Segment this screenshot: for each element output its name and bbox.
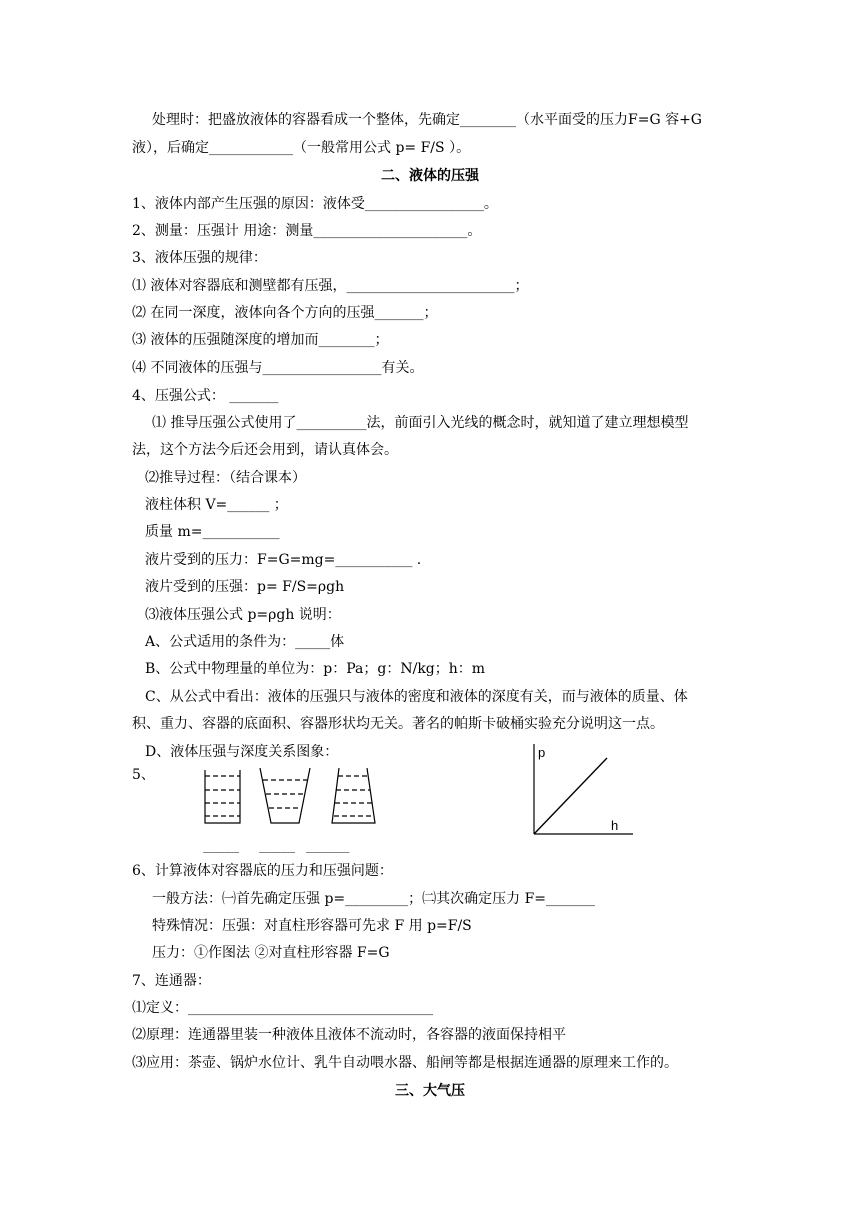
text-line: A、公式适用的条件为：_____体 xyxy=(145,634,345,650)
text-line: 液），后确定____________（一般常用公式 p= F/S ）。 xyxy=(132,140,471,156)
container-cylinder xyxy=(205,770,240,823)
pressure-depth-graph xyxy=(534,744,633,834)
answer-blank: ______ xyxy=(306,839,350,853)
text-line: 压力：①作图法 ②对直柱形容器 F=G xyxy=(152,945,390,961)
text-line: ⑶应用：茶壶、锅炉水位计、乳牛自动喂水器、船闸等都是根据连通器的原理来工作的。 xyxy=(132,1055,678,1071)
text-line: ⑶ 液体的压强随深度的增加而________； xyxy=(132,332,389,348)
text-line: ⑶液体压强公式 p=ρgh 说明： xyxy=(145,607,341,623)
text-line: 法，这个方法今后还会用到，请认真体会。 xyxy=(132,442,398,458)
text-line: 1、液体内部产生压强的原因：液体受_________________。 xyxy=(132,196,498,212)
answer-blank: _____ xyxy=(203,839,240,853)
text-line: 处理时：把盛放液体的容器看成一个整体，先确定________（水平面受的压力F=G 容+G xyxy=(152,112,702,128)
text-line: ⑵ 在同一深度，液体向各个方向的压强_______； xyxy=(132,305,438,321)
text-line: 2、测量：压强计 用途：测量______________________。 xyxy=(132,223,482,239)
section-heading: 三、大气压 xyxy=(395,1083,465,1099)
text-line: ⑵推导过程：（结合课本） xyxy=(145,470,306,486)
text-line: 液柱体积 V=______ ； xyxy=(145,497,288,513)
text-line: ⑷ 不同液体的压强与_________________有关。 xyxy=(132,360,424,376)
text-line: B、公式中物理量的单位为：p：Pa；g：N/kg；h：m xyxy=(145,661,486,677)
text-line: 液片受到的压力：F=G=mg=___________ . xyxy=(145,552,422,568)
text-line: 液片受到的压强：p= F/S=ρgh xyxy=(145,579,345,595)
text-line: ⑴定义：___________________________________ xyxy=(132,1000,433,1016)
text-line: D、液体压强与深度关系图象： xyxy=(145,744,339,760)
text-line: ⑴ 推导压强公式使用了__________法，前面引入光线的概念时，就知道了建立理想模型 xyxy=(152,415,689,431)
y-axis-label: p xyxy=(538,745,546,760)
text-line: 质量 m=___________ xyxy=(145,524,280,540)
text-line: 6、计算液体对容器底的压力和压强问题： xyxy=(132,863,393,879)
item-number: 5、 xyxy=(132,767,155,783)
section-heading: 二、液体的压强 xyxy=(381,168,479,184)
text-line: 4、压强公式： _______ xyxy=(132,388,279,404)
container-wide-top xyxy=(260,768,310,823)
text-line: ⑵原理：连通器里装一种液体且液体不流动时，各容器的液面保持相平 xyxy=(132,1027,566,1043)
text-line: 特殊情况：压强：对直柱形容器可先求 F 用 p=F/S xyxy=(152,918,472,934)
text-line: 一般方法：㈠首先确定压强 p=_________；㈡其次确定压力 F=_______ xyxy=(152,891,596,907)
text-line: 积、重力、容器的底面积、容器形状均无关。著名的帕斯卡破桶实验充分说明这一点。 xyxy=(132,716,664,732)
x-axis-label: h xyxy=(611,818,619,833)
proportional-line xyxy=(534,758,607,834)
text-line: ⑴ 液体对容器底和测壁都有压强，________________________； xyxy=(132,278,529,294)
text-line: C、从公式中看出：液体的压强只与液体的密度和液体的深度有关，而与液体的质量、体 xyxy=(145,689,688,705)
text-line: 7、连通器： xyxy=(132,973,211,989)
container-narrow-top xyxy=(332,768,375,823)
answer-blank: _____ xyxy=(259,839,296,853)
text-line: 3、液体压强的规律： xyxy=(132,250,267,266)
